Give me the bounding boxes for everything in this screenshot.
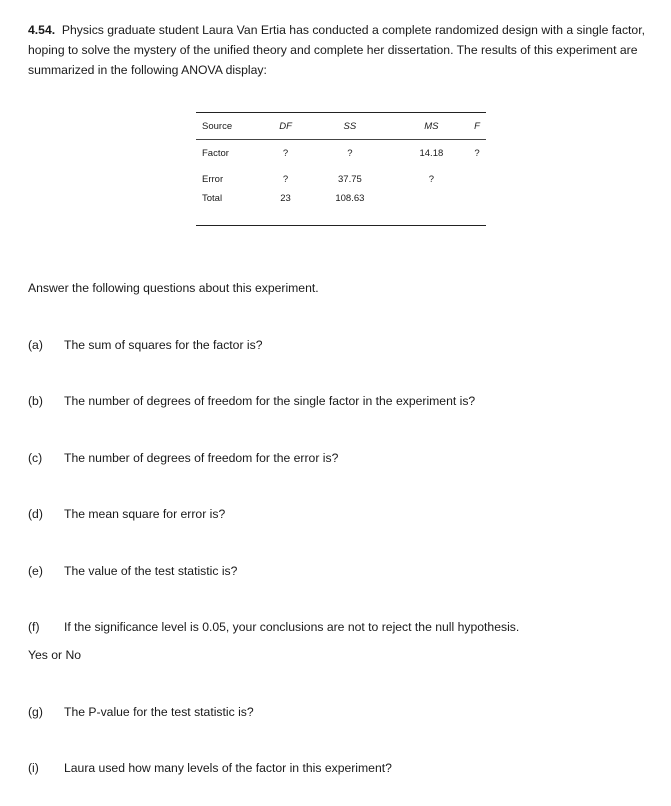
question-i xyxy=(28,761,392,775)
table-row xyxy=(196,192,486,226)
header-f: F xyxy=(468,113,486,140)
cell-source: Error xyxy=(202,173,224,185)
problem-statement xyxy=(28,20,658,80)
question-label: (d) xyxy=(28,507,43,521)
question-text: The P-value for the test statistic is? xyxy=(64,705,254,719)
question-text: The value of the test statistic is? xyxy=(64,564,238,578)
question-label: (e) xyxy=(28,564,43,578)
question-text: The sum of squares for the factor is? xyxy=(64,338,263,352)
table-header-row xyxy=(196,113,486,140)
cell-ms: 14.18 xyxy=(419,147,444,159)
question-label: (b) xyxy=(28,394,43,408)
cell-df: 23 xyxy=(266,192,305,226)
cell-source: Factor xyxy=(202,147,229,159)
cell-source: Total xyxy=(196,192,266,226)
question-b xyxy=(28,394,475,408)
question-label: (i) xyxy=(28,761,39,775)
cell-ms: ? xyxy=(428,173,435,185)
question-label: (c) xyxy=(28,451,43,465)
cell-ss: ? xyxy=(347,147,353,159)
question-label: (f) xyxy=(28,620,40,634)
header-df: DF xyxy=(266,113,305,140)
question-g xyxy=(28,705,254,719)
question-text: If the significance level is 0.05, your conclusions are not to reject the null hypothesis. xyxy=(64,620,520,634)
cell-f xyxy=(468,166,486,192)
problem-text: Physics graduate student Laura Van Ertia has conducted a complete randomized design with a single factor, hoping to solve the mystery of the unified theory and complete her dissertation. The results of this experiment are summarized in the following ANOVA display: xyxy=(28,23,645,77)
cell-ss: 108.63 xyxy=(305,192,395,226)
cell-ms xyxy=(395,192,468,226)
answer-prompt: Answer the following questions about this experiment. xyxy=(28,281,319,295)
question-c xyxy=(28,451,338,465)
question-text: The number of degrees of freedom for the error is? xyxy=(64,451,339,465)
cell-ss: 37.75 xyxy=(338,173,362,185)
question-text: Laura used how many levels of the factor in this experiment? xyxy=(64,761,392,775)
anova-table xyxy=(196,112,486,226)
question-text: The number of degrees of freedom for the single factor in the experiment is? xyxy=(64,394,476,408)
cell-f xyxy=(468,192,486,226)
header-source: Source xyxy=(196,113,266,140)
cell-df: ? xyxy=(282,147,289,159)
header-ss: SS xyxy=(305,113,395,140)
question-label: (a) xyxy=(28,338,43,352)
question-a xyxy=(28,338,262,352)
table-row xyxy=(196,166,486,192)
cell-f: ? xyxy=(474,147,480,159)
question-label: (g) xyxy=(28,705,43,719)
yes-no-prompt: Yes or No xyxy=(28,648,82,662)
cell-df: ? xyxy=(282,173,289,185)
question-text: The mean square for error is? xyxy=(64,507,226,521)
header-ms: MS xyxy=(395,113,468,140)
problem-number: 4.54. xyxy=(28,23,56,37)
question-f xyxy=(28,620,519,634)
table-row xyxy=(196,140,486,167)
question-d xyxy=(28,507,225,521)
question-e xyxy=(28,564,237,578)
